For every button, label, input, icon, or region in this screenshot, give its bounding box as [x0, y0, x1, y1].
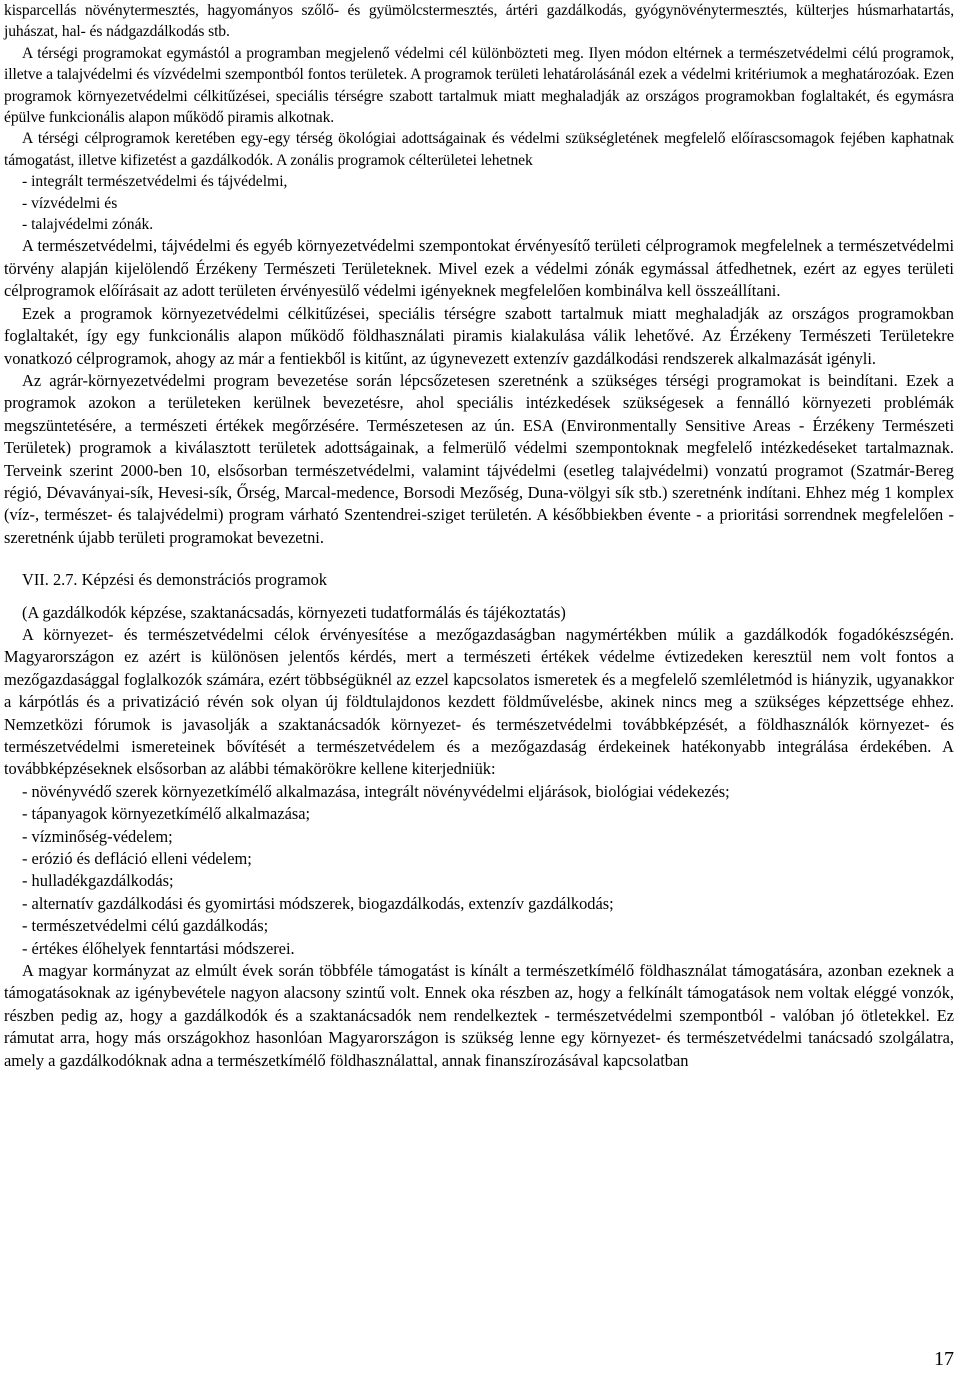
list-item: - erózió és defláció elleni védelem;: [22, 849, 252, 869]
paragraph: A térségi programokat egymástól a programban megjelenő védelmi cél különbözteti meg. Ilyen módon eltérnek a természetvédelmi célú programok, illetve a talajvédelmi és vízvédelmi szempontból fontos területek. A programok területi lehatárolásánál ezek a védelmi kritériumok a meghatározóak. Ezen programok környezetvédelmi célkitűzései, speciális térségre szabott tartalmuk miatt meghaladják az országos programokban foglaltakét, és egymásra épülve funkcionális alapon működő piramis alkotnak.: [4, 44, 954, 127]
list-item: - természetvédelmi célú gazdálkodás;: [22, 916, 269, 936]
paragraph: A magyar kormányzat az elmúlt évek során többféle támogatást is kínált a természetkímélő földhasználat támogatására, azonban ezeknek a támogatásoknak az igénybevétele nagyon alacsony szintű volt. Ennek oka részben az, hogy a felkínált támogatások nem voltak eléggé vonzók, részben pedig az, hogy a gazdálkodók és a szaktanácsadók nem rendelkeztek - természetvédelmi szempontból - valóban jó ötletekkel. Ez rámutat arra, hogy más országokhoz hasonlóan Magyarországon is szükség lenne egy környezet- és természetvédelmi tanácsadó szolgálatra, amely a gazdálkodóknak adna a természetkímélő földhasználattal, annak finanszírozásával kapcsolatban: [4, 961, 954, 1070]
page-number: 17: [934, 1348, 954, 1370]
list-item: - vízminőség-védelem;: [22, 826, 173, 846]
list-item: - integrált természetvédelmi és tájvédelmi,: [22, 173, 288, 191]
paragraph: Az agrár-környezetvédelmi program bevezetése során lépcsőzetesen szeretnénk a szükséges térségi programokat is beindítani. Ezek a programok azokon a területeken kerülnek bevezetésre, ahol speciális intézkedések szükségesek a fennálló környezeti problémák megszüntetésére, a természeti értékek megőrzésére. Természetesen az ún. ESA (Environmentally Sensitive Areas - Érzékeny Természeti Területek) programok a kiválasztott területek adottságainak, a felmerülő védelmi szempontoknak megfelelő intézkedéseket tartalmaznak. Terveink szerint 2000-ben 10, elsősorban természetvédelmi, valamint tájvédelmi (esetleg talajvédelmi) vonzatú programot (Szatmár-Bereg régió, Dévaványai-sík, Hevesi-sík, Őrség, Marcal-medence, Borsodi Mezőség, Duna-völgyi sík stb.) szeretnénk indítani. Ehhez még 1 komplex (víz-, természet- és talajvédelmi) program várható Szentendrei-sziget területén. A későbbiekben évente - a prioritási sorrendnek megfelelően - szeretnénk újabb területi programokat bevezetni.: [4, 370, 954, 547]
main-text-block: [4, 235, 954, 1072]
list-item: - alternatív gazdálkodási és gyomirtási módszerek, biogazdálkodás, extenzív gazdálkodás;: [22, 893, 614, 913]
section-subheading: (A gazdálkodók képzése, szaktanácsadás, környezeti tudatformálás és tájékoztatás): [22, 602, 566, 622]
paragraph: A környezet- és természetvédelmi célok érvényesítése a mezőgazdaságban nagymértékben múlik a gazdálkodók fogadókészségén. Magyarországon ez azért is különösen jelentős kérdés, mert a természeti értékek védelme évtizedeken keresztül nem volt fontos a mezőgazdasággal foglalkozók számára, ezért többségüknél az ezzel kapcsolatos ismeretek és a megfelelő szemléletmód is hiányzik, ugyanakkor a kárpótlás és a privatizáció révén sok olyan új földtulajdonos kezdett földművelésbe, akinek nincs meg a szükséges képzettsége ehhez. Nemzetközi fórumok is javasolják a szaktanácsadók környezet- és természetvédelmi továbbképzését, a földhasználók környezet- és természetvédelmi ismereteinek bővítését a természetvédelem és a mezőgazdaság érdekeinek hatékonyabb integrálása érdekében. A továbbképzéseknek elsősorban az alábbi témakörökre kellene kiterjedniük:: [4, 624, 954, 779]
document-page: [4, 0, 954, 1072]
section-heading: VII. 2.7. Képzési és demonstrációs programok: [22, 570, 327, 590]
list-item: - vízvédelmi és: [22, 194, 118, 212]
paragraph: kisparcellás növénytermesztés, hagyományos szőlő- és gyümölcstermesztés, ártéri gazdálkodás, gyógynövénytermesztés, külterjes húsmarhatartás, juhászat, hal- és nádgazdálkodás stb.: [4, 2, 954, 41]
list-item: - értékes élőhelyek fenntartási módszerei.: [22, 938, 295, 958]
list-item: - növényvédő szerek környezetkímélő alkalmazása, integrált növényvédelmi eljárások, biológiai védekezés;: [22, 781, 730, 801]
list-item: - hulladékgazdálkodás;: [22, 871, 174, 891]
paragraph: A természetvédelmi, tájvédelmi és egyéb környezetvédelmi szempontokat érvényesítő területi célprogramok megfelelnek a természetvédelmi törvény alapján kijelölendő Érzékeny Természeti Területeknek. Mivel ezek a védelmi zónák egymással átfedhetnek, ezért az egyes területi célprogramok előírásait az adott területen érvényesülő védelmi igényeknek megfelelően kombinálva kell összeállítani.: [4, 236, 954, 301]
paragraph: A térségi célprogramok keretében egy-egy térség ökológiai adottságainak és védelmi szükségletének megfelelő előírascsomagok fejében kaphatnak támogatást, illetve kifizetést a gazdálkodók. A zonális programok célterületei lehetnek: [4, 130, 954, 169]
top-text-block: [4, 0, 954, 235]
list-item: - talajvédelmi zónák.: [22, 216, 154, 234]
paragraph: Ezek a programok környezetvédelmi célkitűzései, speciális térségre szabott tartalmuk miatt meghaladják az országos programokban foglaltakét, így egy funkcionális alapon működő földhasználati piramis kialakulása válik lehetővé. Az Érzékeny Természeti Területekre vonatkozó célprogramok, ahogy az már a fentiekből is kitűnt, az úgynevezett extenzív gazdálkodási rendszerek alkalmazását igényli.: [4, 303, 954, 368]
list-item: - tápanyagok környezetkímélő alkalmazása;: [22, 804, 311, 824]
